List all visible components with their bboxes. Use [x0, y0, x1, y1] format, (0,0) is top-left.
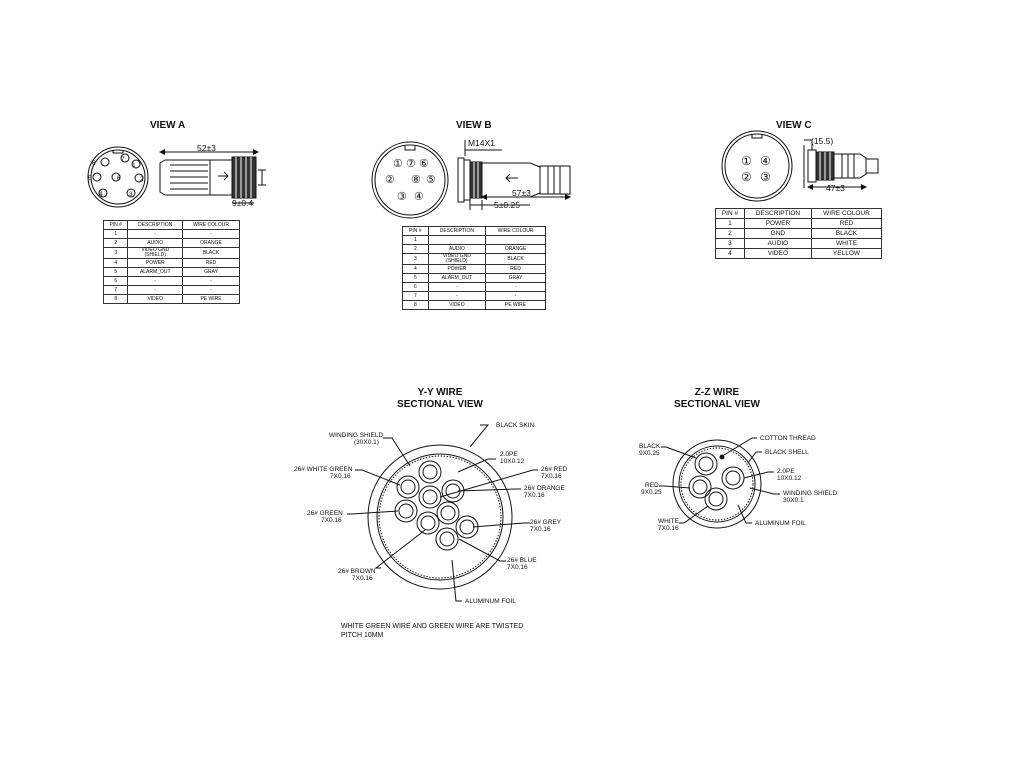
zz-black-label: BLACK — [639, 443, 661, 450]
zz-red-spec: 9X0.25 — [641, 489, 662, 496]
zz-pe-spec: 10X0.12 — [777, 475, 802, 482]
zz-black-spec: 9X0.25 — [639, 450, 660, 457]
table-cell: VIDEO — [128, 295, 183, 304]
table-cell: RED — [486, 265, 546, 274]
view-c-pin-label: ④ — [760, 154, 771, 168]
yy-pe-label: 2.0PE — [500, 451, 518, 458]
table-cell: GRAY — [486, 274, 546, 283]
table-cell: - — [128, 286, 183, 295]
view-b-key — [405, 146, 415, 150]
view-a-pin-label: 5 — [88, 175, 92, 182]
table-cell: PE WIRE — [183, 295, 240, 304]
view-c-pin-label: ① — [741, 154, 752, 168]
yy-note-line1: WHITE GREEN WIRE AND GREEN WIRE ARE TWISTED — [341, 623, 524, 630]
table-header-cell: PIN # — [104, 221, 128, 230]
view-b-pin-label: ③ — [397, 191, 407, 203]
view-b-pin-labels — [385, 158, 436, 203]
zz-cotton-label: COTTON THREAD — [760, 435, 816, 442]
zz-foil-label: ALUMINUM FOIL — [755, 520, 806, 527]
table-cell: 3 — [104, 248, 128, 259]
table-cell: AUDIO — [428, 245, 485, 254]
table-cell: 6 — [104, 277, 128, 286]
table-cell: - — [183, 277, 240, 286]
table-cell: GRAY — [183, 268, 240, 277]
table-cell: WHITE — [811, 239, 881, 249]
view-b-body — [482, 163, 540, 197]
zz-red-label: RED — [645, 482, 659, 489]
table-cell: VIDEO — [428, 301, 485, 310]
zz-title-line1: Z-Z WIRE — [694, 387, 740, 398]
table-cell: 1 — [716, 219, 745, 229]
view-b-length-dim: 57±3 — [512, 188, 531, 198]
view-a-pin-label: 6 — [92, 160, 96, 167]
zz-wire-cores — [689, 453, 744, 510]
table-cell: 4 — [403, 265, 429, 274]
view-a-pin-label: 7 — [121, 156, 125, 163]
table-cell: ORANGE — [486, 245, 546, 254]
view-a-dia-dim: 9±0.4 — [232, 198, 254, 208]
table-cell: - — [428, 292, 485, 301]
table-cell: - — [183, 230, 240, 239]
table-header-cell: WIRE COLOUR — [811, 209, 881, 219]
view-c-pin-labels — [741, 154, 771, 184]
view-b-arrow — [506, 174, 518, 182]
table-cell: POWER — [428, 265, 485, 274]
view-b-pin-label: ⑧ — [411, 174, 421, 186]
yy-red-label: 26# RED — [541, 466, 568, 473]
view-c-flange — [808, 150, 816, 182]
table-cell: BLACK — [811, 229, 881, 239]
zz-white-spec: 7X0.16 — [658, 525, 679, 532]
zz-shell-label: BLACK SHELL — [765, 449, 809, 456]
yy-brown-label: 26# BROWN — [338, 568, 376, 575]
yy-foil-label: ALUMINUM FOIL — [465, 598, 516, 605]
zz-aluminum-foil — [679, 446, 755, 522]
table-cell: VIDEO GND (SHIELD) — [128, 248, 183, 259]
view-b-thread-dim: M14X1 — [468, 138, 495, 148]
table-header-cell: PIN # — [716, 209, 745, 219]
table-cell: VIDEO — [744, 249, 811, 259]
view-b-tail — [540, 166, 570, 194]
table-cell: RED — [811, 219, 881, 229]
view-c-body — [834, 154, 866, 178]
yy-brown-spec: 7X0.16 — [352, 575, 373, 582]
zz-cotton-thread — [720, 455, 724, 459]
table-cell: 5 — [403, 274, 429, 283]
yy-blue-label: 26# BLUE — [507, 557, 537, 564]
view-b-pin-label: ④ — [414, 191, 424, 203]
yy-labels — [294, 422, 568, 605]
view-c-length-dim: 47±3 — [826, 183, 845, 193]
table-cell: 2 — [104, 239, 128, 248]
table-cell: YELLOW — [811, 249, 881, 259]
yy-winding-shield-label: WINDING SHIELD — [329, 432, 384, 439]
view-b-pin-label: ⑦ — [406, 158, 416, 170]
table-cell: 7 — [104, 286, 128, 295]
yy-pe-spec: 10X0.12 — [500, 458, 525, 465]
table-cell: - — [128, 277, 183, 286]
zz-white-label: WHITE — [658, 518, 679, 525]
yy-black-skin-label: BLACK SKIN — [496, 422, 535, 429]
view-c-tail — [866, 159, 878, 173]
table-cell: - — [428, 283, 485, 292]
zz-winding-shield-label: WINDING SHIELD — [783, 490, 838, 497]
table-cell: - — [486, 292, 546, 301]
zz-title-line2: SECTIONAL VIEW — [674, 399, 760, 410]
zz-black-shell — [673, 440, 761, 528]
yy-title-line2: SECTIONAL VIEW — [397, 399, 483, 410]
yy-red-spec: 7X0.16 — [541, 473, 562, 480]
table-header-cell: WIRE COLOUR — [183, 221, 240, 230]
table-cell: 4 — [716, 249, 745, 259]
yy-green-spec: 7X0.16 — [321, 517, 342, 524]
zz-pe-label: 2.0PE — [777, 468, 795, 475]
view-b-thread — [470, 162, 482, 198]
yy-title-line1: Y-Y WIRE — [417, 387, 463, 398]
yy-wire-cores — [395, 461, 478, 550]
view-c-dia-dim: (15.5) — [811, 136, 834, 146]
table-cell: - — [486, 283, 546, 292]
view-a-pin-label: 4 — [99, 191, 103, 198]
view-a-pin-label: 2 — [140, 176, 144, 183]
view-a-pin-label: 1 — [132, 162, 136, 169]
view-b-pin-label: ⑤ — [426, 174, 436, 186]
view-c-title: VIEW C — [776, 120, 812, 131]
yy-white-green-spec: 7X0.16 — [330, 473, 351, 480]
table-cell: POWER — [128, 259, 183, 268]
table-cell: 6 — [403, 283, 429, 292]
yy-note-line2: PITCH 10MM — [341, 632, 384, 639]
table-cell: VIDEO GND (SHIELD) — [428, 254, 485, 265]
table-cell: 2 — [716, 229, 745, 239]
yy-orange-label: 26# ORANGE — [524, 485, 565, 492]
table-cell: 8 — [403, 301, 429, 310]
table-cell: 5 — [104, 268, 128, 277]
view-c-key — [752, 135, 762, 138]
table-cell: 1 — [403, 236, 429, 245]
view-c-pin-label: ③ — [760, 170, 771, 184]
view-a-length-dim: 52±3 — [197, 143, 216, 153]
view-a-arrow — [218, 172, 228, 180]
zz-labels — [639, 435, 837, 532]
table-cell: AUDIO — [744, 239, 811, 249]
view-b-connector — [372, 140, 570, 218]
table-cell: AUDIO — [128, 239, 183, 248]
yy-winding-shield-spec: (30X0.1) — [354, 439, 379, 446]
table-cell: 4 — [104, 259, 128, 268]
zz-section — [659, 438, 780, 528]
view-a-pin-label: 6 — [117, 175, 121, 182]
table-header-cell: WIRE COLOUR — [486, 227, 546, 236]
view-c-face-outer — [722, 131, 792, 201]
view-b-pin-label: ① — [393, 158, 403, 170]
view-b-flange — [458, 158, 464, 202]
table-cell: BLACK — [183, 248, 240, 259]
yy-note — [341, 622, 523, 640]
table-cell: RED — [183, 259, 240, 268]
table-cell: - — [128, 230, 183, 239]
table-cell: ORANGE — [183, 239, 240, 248]
yy-orange-spec: 7X0.16 — [524, 492, 545, 499]
yy-grey-label: 26# GREY — [530, 519, 562, 526]
table-header-cell: PIN # — [403, 227, 429, 236]
view-b-face-outer — [372, 142, 448, 218]
table-cell: PE WIRE — [486, 301, 546, 310]
table-cell: GND — [744, 229, 811, 239]
table-cell: 8 — [104, 295, 128, 304]
table-cell: ALARM_OUT — [428, 274, 485, 283]
yy-aluminum-foil — [377, 454, 503, 580]
view-a-pin-label: 3 — [129, 191, 133, 198]
table-cell: POWER — [744, 219, 811, 229]
table-header-cell: DESCRIPTION — [128, 221, 183, 230]
view-b-title: VIEW B — [456, 120, 492, 131]
view-a-title: VIEW A — [150, 120, 186, 131]
table-cell: 1 — [104, 230, 128, 239]
table-cell: 7 — [403, 292, 429, 301]
table-cell: ALARM_OUT — [128, 268, 183, 277]
table-cell: 3 — [403, 254, 429, 265]
yy-blue-spec: 7X0.16 — [507, 564, 528, 571]
table-cell: 2 — [403, 245, 429, 254]
table-cell: BLACK — [486, 254, 546, 265]
view-b-tip-dim: 5±0.25 — [494, 200, 520, 210]
view-b-pin-label: ⑥ — [419, 158, 429, 170]
view-c-face-inner — [725, 134, 789, 198]
view-b-pin-label: ② — [385, 174, 395, 186]
view-c-pin-label: ② — [741, 170, 752, 184]
yy-grey-spec: 7X0.16 — [530, 526, 551, 533]
table-cell: - — [183, 286, 240, 295]
yy-green-label: 26# GREEN — [307, 510, 343, 517]
table-header-cell: DESCRIPTION — [428, 227, 485, 236]
table-cell: 3 — [716, 239, 745, 249]
yy-white-green-label: 26# WHITE GREEN — [294, 466, 353, 473]
table-header-cell: DESCRIPTION — [744, 209, 811, 219]
zz-winding-shield-spec: 30X0.1 — [783, 497, 804, 504]
